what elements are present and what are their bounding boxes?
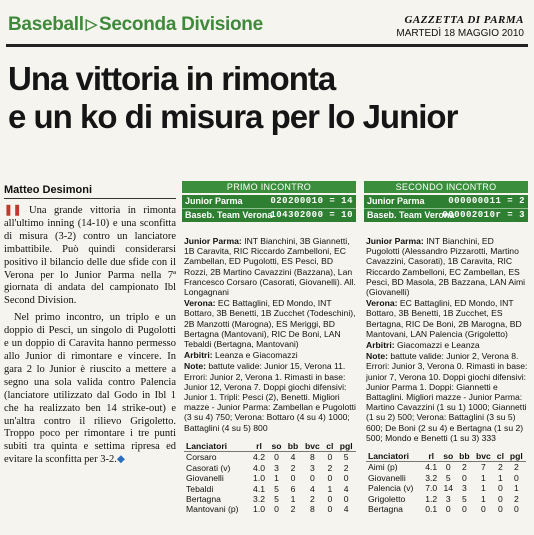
text: INT Bianchini, ED Pugolotti (Alessandro Pizzarotti, Martino Cavazzini, Casorati), 1B Caravita, RIC Riccardo Zambelloni, EC Zambellan, ES Pesci, BD Masola, 2B Bazzana, LAN Aimi (Giovanelli) xyxy=(366,236,526,298)
stat-cell: 1 xyxy=(290,494,296,505)
stat-cell: 0 xyxy=(498,483,503,494)
stat-cell: 0 xyxy=(327,473,333,484)
stat-cell: 8 xyxy=(310,504,315,515)
text: Leanza e Giacomazzi xyxy=(215,350,298,361)
article-body xyxy=(4,205,176,471)
text: battute valide: Junior 2, Verona 8. Errori: Junior 3, Verona 0. Rimasti in base: junior 7, Verona 10. Doppi giochi difensivi: Junior Parma 1. Doppi: Giannetti e Battaglini. Migliori mazze - Junior Parma: Martino Cavazzini (1 su 1) 1000; Giannetti (1 su 2) 500; Verona: Battaglini (3 su 5) 600; De Boni (2 su 4) e Bertagna (1 su 2) 500; Mondo e Benetti (1 su 3) 333 xyxy=(366,351,528,443)
label: Junior Parma: xyxy=(184,236,242,246)
table-header-row xyxy=(184,441,356,452)
game-notes xyxy=(366,351,528,443)
table-row xyxy=(184,484,356,494)
lineup-verona xyxy=(366,298,528,339)
table-row xyxy=(366,473,526,483)
stat-cell: 2 xyxy=(513,462,519,473)
stat-cell: 2 xyxy=(327,462,333,473)
stat-cell: 1 xyxy=(480,493,486,504)
stat-cell: 14 xyxy=(443,483,453,494)
label: Arbitri: xyxy=(366,340,395,351)
table-row xyxy=(366,494,526,504)
article-paragraph xyxy=(4,205,176,308)
score-team: Junior Parma xyxy=(367,196,425,206)
byline-rule xyxy=(4,198,176,199)
score-line: 104302000 = 10 xyxy=(270,210,353,220)
table-row xyxy=(366,483,526,493)
label: Note: xyxy=(184,361,206,372)
column-header: pgl xyxy=(339,441,353,451)
stat-cell: 0 xyxy=(462,504,467,515)
table-row xyxy=(184,504,356,514)
headline xyxy=(8,60,528,136)
stat-cell: 5 xyxy=(343,452,349,463)
text: EC Battaglini, ED Mondo, INT Bottaro, 3B Benetti, 1B Zucchet, ES Bertagna, RIC De Boni, 2B Marogna, BD Mantovani, LAN Palencia (Grigoletto) xyxy=(366,298,522,339)
stat-cell: 3 xyxy=(310,462,315,473)
pitcher-name: Casorati (v) xyxy=(186,462,231,473)
stat-cell: 1 xyxy=(513,483,519,494)
text: EC Battaglini, ED Mondo, INT Bottaro, 3B Benetti, 1B Zucchet (Todeschini), 2B Manzotti (Marogna), ES Meriggi, BD Bertagna (Mantovani), RIC De Boni, LAN Tebaldi (Bertagna, Mantovani) xyxy=(184,298,356,350)
pitcher-name: Mantovani (p) xyxy=(186,504,239,515)
umpires xyxy=(366,340,528,350)
stat-cell: 2 xyxy=(290,462,296,473)
game1-score-row xyxy=(182,209,356,222)
game1-score-row xyxy=(182,195,356,208)
column-header: rl xyxy=(428,451,435,461)
pitcher-name: Grigoletto xyxy=(368,493,406,504)
stat-cell: 2 xyxy=(513,493,519,504)
label: Note: xyxy=(366,351,388,362)
stat-cell: 2 xyxy=(498,462,503,473)
column-header: Lanciatori xyxy=(186,441,228,451)
column-header: bb xyxy=(459,451,470,461)
stat-cell: 3 xyxy=(462,483,467,494)
stat-cell: 4.1 xyxy=(253,483,265,494)
stat-cell: 1 xyxy=(480,472,486,483)
game-notes xyxy=(184,361,356,432)
game2-score-row xyxy=(364,209,528,222)
stat-cell: 0 xyxy=(513,504,519,515)
table-header-row xyxy=(366,451,526,462)
pitcher-name: Corsaro xyxy=(186,452,217,463)
section-name: Baseball xyxy=(8,14,84,35)
play-arrow-icon: ▷ xyxy=(85,16,98,33)
pitcher-name: Giovanelli xyxy=(186,473,224,484)
score-line: 000002010r = 3 xyxy=(442,210,525,220)
paragraph-text: Nel primo incontro, un triplo e un doppio di Pesci, un singolo di Pugolotti e un doppio di Caravita hanno permesso allo Junior di rimontare e vincere. In gara 2 lo Junior è riuscito a mettere a segno una sola valida contro Palencia (lanciatore utilizzato dal Godo in Ibl 1 che ha realizzato ben 14 strike-out) e un'altra contro il rilievo Grigoletto. Troppo poco per rimontare i tre punti subiti tra quinta e settima ripresa ed evitare la sconfitta per 3-2. xyxy=(4,312,176,466)
stat-cell: 0 xyxy=(327,494,333,505)
table-row xyxy=(184,473,356,483)
column-header: bb xyxy=(287,441,299,451)
label: Junior Parma: xyxy=(366,236,424,246)
stat-cell: 5 xyxy=(462,493,467,504)
game2-details xyxy=(366,236,528,444)
stat-cell: 0 xyxy=(343,473,349,484)
text: Giacomazzi e Leanza xyxy=(397,340,480,351)
stat-cell: 4.0 xyxy=(253,462,265,473)
table-row xyxy=(366,462,526,473)
umpires xyxy=(184,350,356,360)
column-header: so xyxy=(271,441,282,451)
stat-cell: 2 xyxy=(343,462,349,473)
game2-title: SECONDO INCONTRO xyxy=(364,181,528,193)
column-header: bvc xyxy=(305,441,320,451)
lineup-junior xyxy=(366,236,528,297)
score-line: 020200010 = 14 xyxy=(270,196,353,206)
pitcher-name: Bertagna xyxy=(368,504,403,515)
stat-cell: 0 xyxy=(480,504,486,515)
paragraph-text: Una grande vittoria in rimonta all'ultimo inning (14-10) e una sconfitta di misura (3-2) contro un lanciatore imbattibile. Può quindi considerarsi positivo il bilancio delle due sfide con il Verona per lo Junior Parma nella 7ª giornata di andata del campionato Ibl Second Division. xyxy=(4,205,176,307)
stat-cell: 3 xyxy=(445,493,451,504)
stat-cell: 0 xyxy=(445,504,451,515)
stat-cell: 3 xyxy=(274,462,279,473)
stat-cell: 4 xyxy=(343,483,349,494)
stat-cell: 0 xyxy=(327,504,333,515)
lineup-junior xyxy=(184,236,356,297)
stat-cell: 0 xyxy=(498,493,503,504)
label: Arbitri: xyxy=(184,350,213,361)
score-team: Baseb. Team Verona xyxy=(185,210,273,220)
pitcher-name: Giovanelli xyxy=(368,472,406,483)
table-row xyxy=(184,463,356,473)
table-row xyxy=(366,504,526,514)
label: Verona: xyxy=(366,298,398,309)
issue-date: MARTEDÌ 18 MAGGIO 2010 xyxy=(396,28,524,39)
column-header: rl xyxy=(256,441,262,451)
table-row xyxy=(184,452,356,463)
score-team: Baseb. Team Verona xyxy=(367,210,455,220)
pitcher-name: Aimi (p) xyxy=(368,462,398,473)
stat-cell: 6 xyxy=(290,483,296,494)
stat-cell: 0 xyxy=(498,504,503,515)
stat-cell: 0 xyxy=(310,473,315,484)
table-row xyxy=(184,494,356,504)
stat-cell: 1 xyxy=(480,483,486,494)
stat-cell: 5 xyxy=(274,494,279,505)
pitcher-name: Bertagna xyxy=(186,494,221,505)
stat-cell: 4 xyxy=(290,452,296,463)
column-header: so xyxy=(443,451,454,461)
stat-cell: 8 xyxy=(310,452,315,463)
lineup-verona xyxy=(184,298,356,349)
subsection-name: Seconda Divisione xyxy=(99,14,263,35)
newspaper-name: GAZZETTA DI PARMA xyxy=(404,14,524,26)
game1-title: PRIMO INCONTRO xyxy=(182,181,356,193)
stat-cell: 1.0 xyxy=(253,504,265,515)
paragraph-marker-icon: ❚❚ xyxy=(4,205,22,216)
stat-cell: 4 xyxy=(343,504,349,515)
stat-cell: 1.2 xyxy=(425,493,438,504)
section-label xyxy=(8,14,263,36)
stat-cell: 0 xyxy=(327,452,333,463)
pitcher-name: Palencia (v) xyxy=(368,483,414,494)
stat-cell: 0 xyxy=(274,504,279,515)
game2-pitching-table xyxy=(366,451,526,514)
stat-cell: 1.0 xyxy=(253,473,265,484)
page-header xyxy=(0,0,534,40)
stat-cell: 0 xyxy=(343,494,349,505)
text: battute valide: Junior 15, Verona 11. Errori: Junior 2, Verona 1. Rimasti in base: Junior 12, Verona 7. Doppi giochi difensivi: Junior 1. Tripli: Pesci (2), Benetti. Migliori mazze - Junior Parma: Zambellan e Pugolotti (3 su 4) 750; Verona: Bottaro (4 su 4) 1000; Battaglini (4 su 5) 800 xyxy=(184,361,356,433)
article-paragraph xyxy=(4,312,176,467)
stat-cell: 1 xyxy=(498,472,503,483)
stat-cell: 4.2 xyxy=(253,452,265,463)
stat-cell: 7.0 xyxy=(425,483,438,494)
stat-cell: 0 xyxy=(513,472,519,483)
column-header: Lanciatori xyxy=(368,451,410,461)
stat-cell: 2 xyxy=(310,494,315,505)
author-byline: Matteo Desimoni xyxy=(4,184,93,196)
column-header: cl xyxy=(496,451,504,461)
stat-cell: 0 xyxy=(445,462,451,473)
game1-pitching-table xyxy=(184,441,356,515)
stat-cell: 0 xyxy=(290,473,296,484)
column-header: pgl xyxy=(509,451,523,461)
text: INT Bianchini, 3B Giannetti, 1B Caravita, RIC Riccardo Zambelloni, EC Zambellan, ED Pugolotti, ES Pesci, BD Rozzi, 2B Martino Cavazzini (Bazzana), Lan Francesco Corsaro (Casorati, Giovanelli). All. Longagnani xyxy=(184,236,356,298)
stat-cell: 0.1 xyxy=(425,504,438,515)
stat-cell: 5 xyxy=(445,472,451,483)
headline-line-1: Una vittoria in rimonta xyxy=(8,60,336,97)
header-rule xyxy=(6,44,528,47)
stat-cell: 2 xyxy=(290,504,296,515)
label: Verona: xyxy=(184,298,216,309)
column-header: cl xyxy=(326,441,334,451)
stat-cell: 1 xyxy=(327,483,333,494)
stat-cell: 1 xyxy=(274,473,279,484)
score-team: Junior Parma xyxy=(185,196,243,206)
column-header: bvc xyxy=(475,451,491,461)
headline-line-2: e un ko di misura per lo Junior xyxy=(8,98,458,135)
stat-cell: 4 xyxy=(310,483,315,494)
stat-cell: 5 xyxy=(274,483,279,494)
stat-cell: 2 xyxy=(462,462,467,473)
game2-score-row xyxy=(364,195,528,208)
pitcher-name: Tebaldi xyxy=(186,483,214,494)
stat-cell: 3.2 xyxy=(253,494,265,505)
stat-cell: 7 xyxy=(480,462,486,473)
stat-cell: 3.2 xyxy=(425,472,438,483)
stat-cell: 0 xyxy=(462,472,467,483)
end-mark-icon: ◆ xyxy=(116,454,125,466)
score-line: 000000011 = 2 xyxy=(448,196,525,206)
game1-details xyxy=(184,236,356,434)
stat-cell: 0 xyxy=(274,452,279,463)
stat-cell: 4.1 xyxy=(425,462,438,473)
